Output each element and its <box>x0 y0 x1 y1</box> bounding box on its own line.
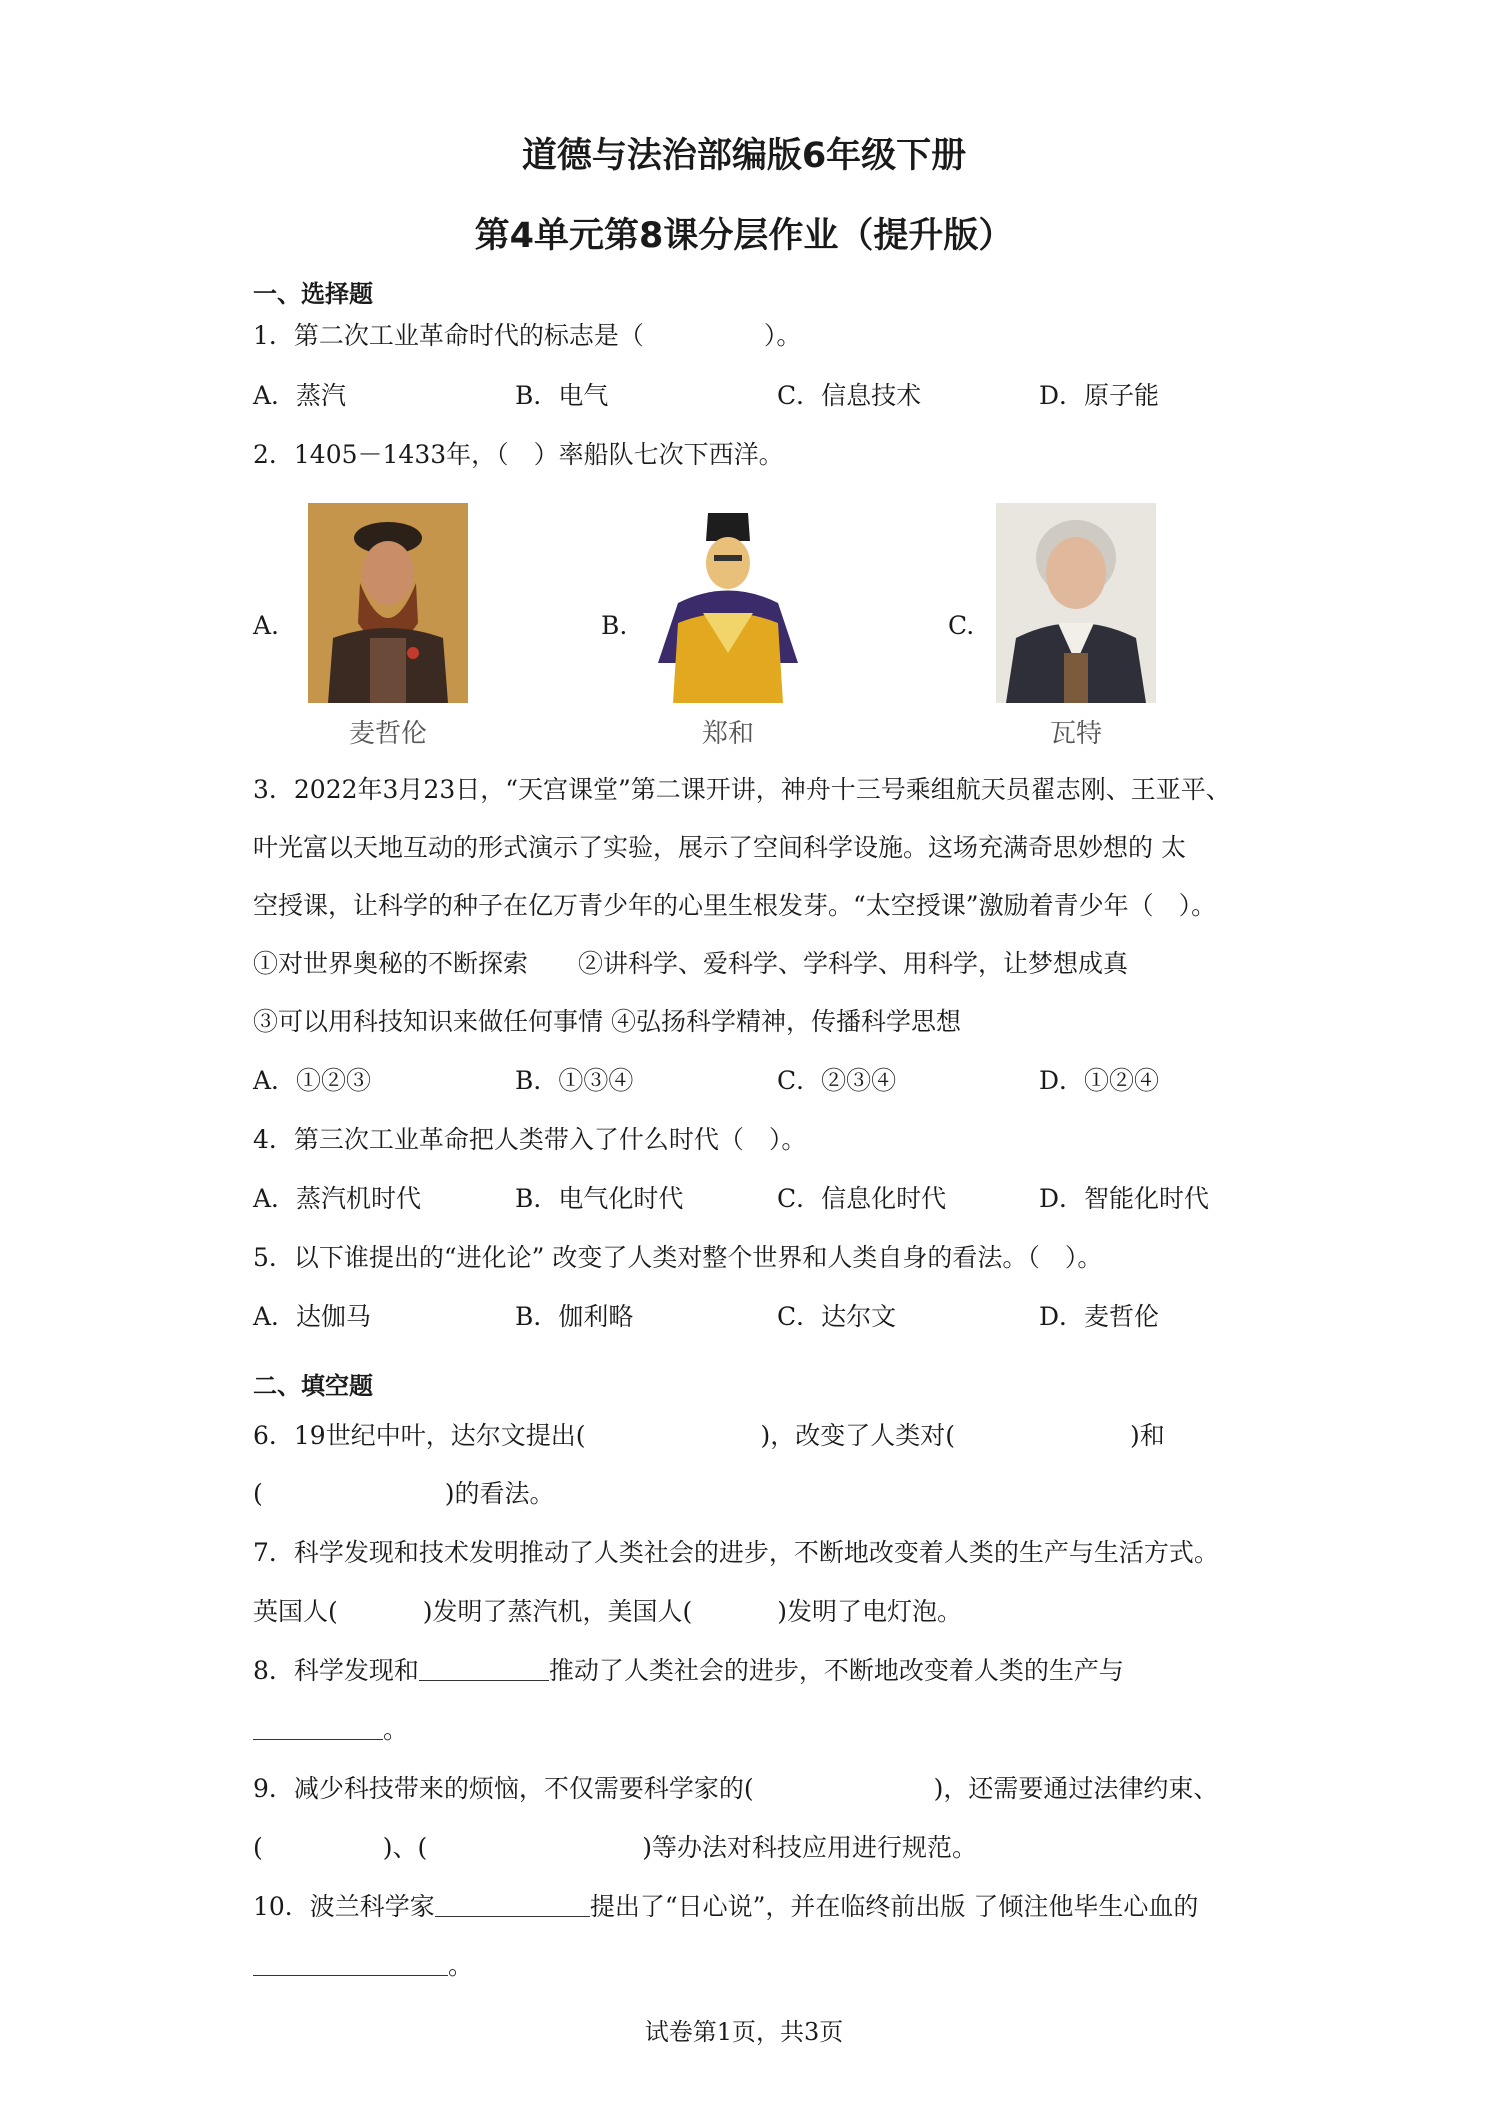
q6-text-e: )的看法。 <box>444 1479 555 1508</box>
question-3-line-1: 3．2022年3月23日，“天宫课堂”第二课开讲，神舟十三号乘组航天员翟志刚、王亚平、 <box>253 775 1231 804</box>
q2-caption-b: 郑和 <box>701 719 754 749</box>
q8-blank-1[interactable] <box>419 1654 549 1681</box>
section-fill-heading: 二、填空题 <box>253 1372 373 1400</box>
question-6-line-2 <box>253 1476 555 1512</box>
question-4-stem: 4．第三次工业革命把人类带入了什么时代（ ）。 <box>253 1125 807 1154</box>
q8-blank-2[interactable] <box>253 1713 383 1740</box>
question-7-line-2 <box>253 1594 962 1630</box>
q9-text-c: ( <box>253 1833 263 1862</box>
q1-option-d[interactable]: D．原子能 <box>1039 381 1160 410</box>
q4-option-d[interactable]: D．智能化时代 <box>1039 1184 1210 1213</box>
question-8-line-1 <box>253 1653 1124 1689</box>
question-10-line-2 <box>253 1948 473 1984</box>
question-2-stem: 2．1405－1433年，（ ）率船队七次下西洋。 <box>253 440 784 469</box>
q6-text-a: 6．19世纪中叶，达尔文提出( <box>253 1421 586 1450</box>
q3-option-a[interactable]: A．①②③ <box>253 1066 372 1095</box>
q7-text-b: )发明了蒸汽机，美国人( <box>422 1597 693 1626</box>
question-1 <box>253 318 801 354</box>
question-8-line-2 <box>253 1712 408 1748</box>
q5-option-c[interactable]: C．达尔文 <box>777 1302 897 1331</box>
question-1-stem-end: ）。 <box>763 321 802 350</box>
question-1-stem-start: 1．第二次工业革命时代的标志是（ <box>253 321 644 350</box>
question-10-line-1 <box>253 1889 1198 1925</box>
q1-option-c[interactable]: C．信息技术 <box>777 381 922 410</box>
question-5-stem: 5．以下谁提出的“进化论” 改变了人类对整个世界和人类自身的看法。（ ）。 <box>253 1243 1103 1272</box>
question-3-line-5: ③可以用科技知识来做任何事情 ④弘扬科学精神，传播科学思想 <box>253 1007 961 1036</box>
question-3-line-3: 空授课，让科学的种子在亿万青少年的心里生根发芽。“太空授课”激励着青少年（ ）。 <box>253 891 1217 920</box>
q6-text-b: )，改变了人类对( <box>760 1421 955 1450</box>
q9-text-e: )等办法对科技应用进行规范。 <box>642 1833 978 1862</box>
zheng-he-portrait <box>648 503 808 703</box>
q6-text-c: )和 <box>1130 1421 1165 1450</box>
q3-option-b[interactable]: B．①③④ <box>515 1066 634 1095</box>
q10-blank-1[interactable] <box>435 1890 590 1917</box>
q10-text-b: 提出了“日心说”，并在临终前出版 了倾注他毕生心血的 <box>589 1892 1199 1921</box>
q4-option-c[interactable]: C．信息化时代 <box>777 1184 947 1213</box>
q10-text-c: 。 <box>448 1951 474 1980</box>
question-3-line-2: 叶光富以天地互动的形式演示了实验，展示了空间科学设施。这场充满奇思妙想的 太 <box>253 833 1186 862</box>
q9-text-d: )、( <box>382 1833 428 1862</box>
question-9-line-2 <box>253 1830 977 1866</box>
q8-text-c: 。 <box>383 1715 409 1744</box>
q2-option-b-label[interactable]: B. <box>601 611 628 640</box>
question-7-line-1: 7．科学发现和技术发明推动了人类社会的进步，不断地改变着人类的生产与生活方式。 <box>253 1538 1219 1567</box>
q2-option-c-label[interactable]: C. <box>948 611 975 640</box>
q2-option-a-label[interactable]: A. <box>253 611 280 640</box>
question-3-line-4: ①对世界奥秘的不断探索 ②讲科学、爱科学、学科学、用科学，让梦想成真 <box>253 949 1129 978</box>
q4-option-a[interactable]: A．蒸汽机时代 <box>253 1184 422 1213</box>
q10-text-a: 10．波兰科学家 <box>253 1892 435 1921</box>
question-6-line-1 <box>253 1418 1165 1454</box>
q4-option-b[interactable]: B．电气化时代 <box>515 1184 684 1213</box>
q6-text-d: ( <box>253 1479 263 1508</box>
q7-text-a: 英国人( <box>253 1597 338 1626</box>
q10-blank-2[interactable] <box>253 1949 448 1976</box>
page-footer: 试卷第1页，共3页 <box>644 2018 844 2046</box>
question-9-line-1 <box>253 1771 1218 1807</box>
q7-text-c: )发明了电灯泡。 <box>777 1597 963 1626</box>
q3-option-c[interactable]: C．②③④ <box>777 1066 897 1095</box>
q5-option-a[interactable]: A．达伽马 <box>253 1302 372 1331</box>
q5-option-d[interactable]: D．麦哲伦 <box>1039 1302 1160 1331</box>
watt-portrait <box>996 503 1156 703</box>
q2-caption-c: 瓦特 <box>1049 719 1102 749</box>
q5-option-b[interactable]: B．伽利略 <box>515 1302 634 1331</box>
q1-option-b[interactable]: B．电气 <box>515 381 609 410</box>
title-line-2: 第4单元第8课分层作业（提升版） <box>474 216 1014 256</box>
title-line-1: 道德与法治部编版6年级下册 <box>521 136 967 176</box>
q3-option-d[interactable]: D．①②④ <box>1039 1066 1160 1095</box>
q1-option-a[interactable]: A．蒸汽 <box>253 381 347 410</box>
q8-text-a: 8．科学发现和 <box>253 1656 419 1685</box>
q9-text-b: )，还需要通过法律约束、 <box>933 1774 1219 1803</box>
magellan-portrait <box>308 503 468 703</box>
q8-text-b: 推动了人类社会的进步，不断地改变着人类的生产与 <box>548 1656 1124 1685</box>
q2-caption-a: 麦哲伦 <box>348 719 427 749</box>
q9-text-a: 9．减少科技带来的烦恼，不仅需要科学家的( <box>253 1774 754 1803</box>
section-choice-heading: 一、选择题 <box>253 280 373 308</box>
